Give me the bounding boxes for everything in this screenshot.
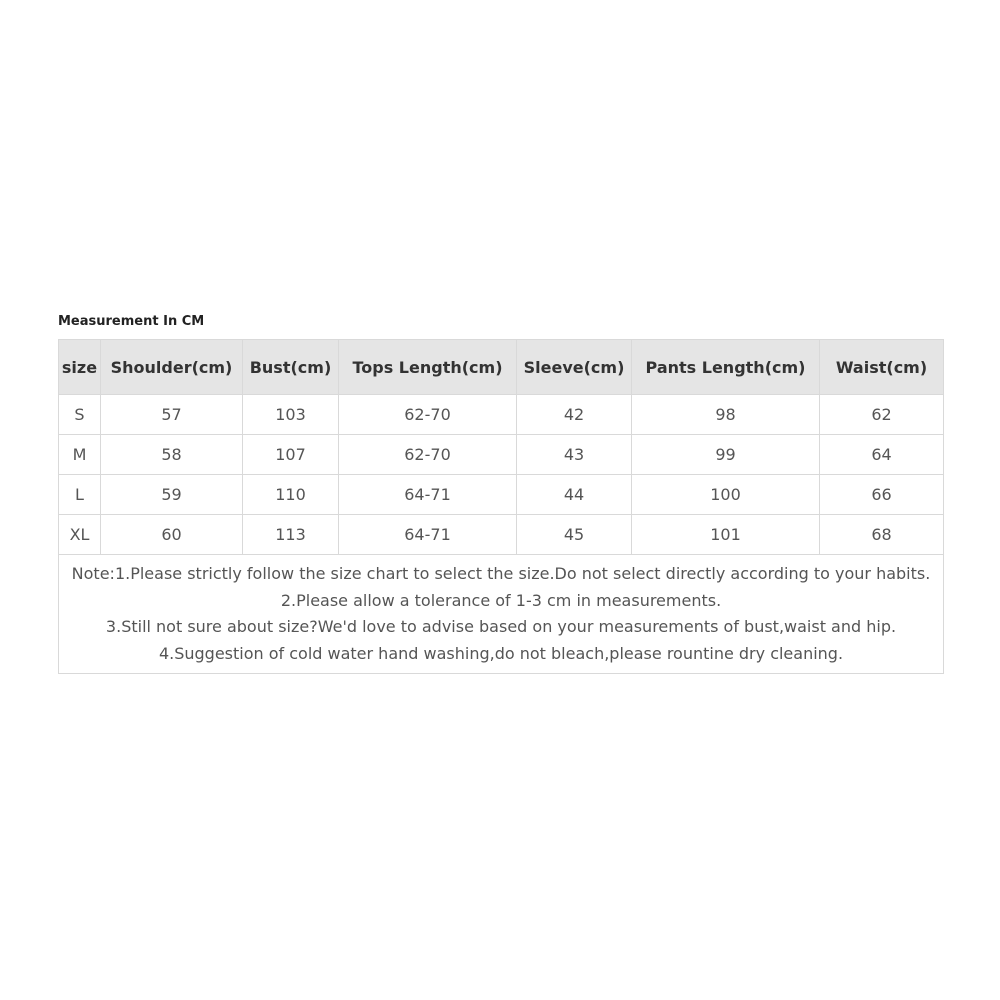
table-cell: 99 <box>632 435 820 475</box>
table-cell: 98 <box>632 395 820 435</box>
table-cell: 45 <box>517 515 632 555</box>
table-cell: 68 <box>820 515 944 555</box>
table-cell: 62 <box>820 395 944 435</box>
table-row <box>59 435 944 475</box>
table-cell: 62-70 <box>339 395 517 435</box>
header-row <box>59 340 944 395</box>
table-cell: 107 <box>243 435 339 475</box>
table-caption: Measurement In CM <box>58 314 205 329</box>
table-cell: 66 <box>820 475 944 515</box>
table-cell: 42 <box>517 395 632 435</box>
header-tops-length: Tops Length(cm) <box>339 340 517 395</box>
table-cell: 43 <box>517 435 632 475</box>
table-cell: 60 <box>101 515 243 555</box>
table-cell: 110 <box>243 475 339 515</box>
notes-cell <box>59 555 944 674</box>
table-cell: 64-71 <box>339 515 517 555</box>
header-waist: Waist(cm) <box>820 340 944 395</box>
table-cell: 62-70 <box>339 435 517 475</box>
note-line-1: Note:1.Please strictly follow the size chart to select the size.Do not select directly according to your habits. <box>71 564 931 583</box>
notes-row <box>59 555 944 674</box>
table-cell: 64 <box>820 435 944 475</box>
table-cell: 100 <box>632 475 820 515</box>
table-cell: 58 <box>101 435 243 475</box>
table-cell: 101 <box>632 515 820 555</box>
table-cell: 64-71 <box>339 475 517 515</box>
header-bust: Bust(cm) <box>243 340 339 395</box>
header-shoulder: Shoulder(cm) <box>101 340 243 395</box>
table-cell: M <box>59 435 101 475</box>
table-cell: 57 <box>101 395 243 435</box>
table-cell: 113 <box>243 515 339 555</box>
note-line-4: 4.Suggestion of cold water hand washing,do not bleach,please rountine dry cleaning. <box>158 643 844 663</box>
header-sleeve: Sleeve(cm) <box>517 340 632 395</box>
table-cell: 44 <box>517 475 632 515</box>
header-pants-length: Pants Length(cm) <box>632 340 820 395</box>
table-cell: 59 <box>101 475 243 515</box>
table-cell: 103 <box>243 395 339 435</box>
table-row <box>59 515 944 555</box>
table-row <box>59 395 944 435</box>
header-size: size <box>59 340 101 395</box>
table-cell: L <box>59 475 101 515</box>
table-cell: XL <box>59 515 101 555</box>
note-line-2: 2.Please allow a tolerance of 1-3 cm in measurements. <box>280 590 722 610</box>
table-cell: S <box>59 395 101 435</box>
size-chart-table <box>58 339 944 674</box>
table-row <box>59 475 944 515</box>
note-line-3: 3.Still not sure about size?We'd love to advise based on your measurements of bust,waist and hip. <box>105 617 897 636</box>
